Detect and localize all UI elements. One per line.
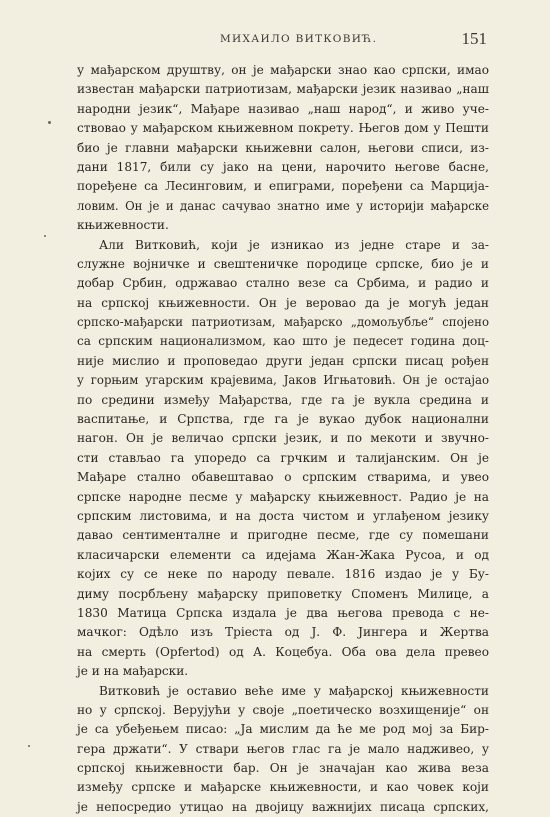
text-line: но у српској. Верујући у своје „поетическо возхищеније“ он bbox=[77, 702, 489, 717]
running-title: МИХАИЛО ВИТКОВИЋ. bbox=[220, 33, 378, 45]
text-line: књижевности. bbox=[77, 218, 169, 233]
text-line: мачког: Одѣло изъ Тріеста од Ј. Ф. Јингера и Жертва bbox=[77, 625, 489, 640]
page-number: 151 bbox=[461, 29, 487, 48]
text-line: у мађарском друштву, он је мађарски знао као српски, имао bbox=[77, 63, 489, 77]
text-line: служне војничке и свештеничке породице српске, био је и bbox=[77, 256, 489, 271]
text-line: диму посрбљену мађарску приповетку Споменъ Милице, а bbox=[77, 586, 489, 601]
text-line: 1830 Матица Српска издала је два његова превода с не- bbox=[77, 605, 489, 620]
text-line: српској књижевности бар. Он је значајан као жива веза bbox=[77, 761, 489, 776]
text-line: народни језик“, Мађаре називао „наш народ“, и живо уче- bbox=[77, 101, 489, 116]
text-line: Витковић је оставио веће име у мађарској књижевности bbox=[99, 683, 489, 698]
text-line: је и на мађарски. bbox=[77, 664, 189, 679]
text-line: давао сентименталне и пригодне песме, где су помешани bbox=[77, 528, 489, 543]
text-line: у горњим угарским крајевима, Јаков Игњатовић. Он је остајао bbox=[77, 373, 489, 388]
page-header bbox=[0, 28, 550, 52]
text-line: српско-мађарски патриотизам, мађарско „домољубље“ спојено bbox=[77, 315, 489, 330]
text-line: је са убеђењем писао: „Ја мислим да ће ме род мој за Бир- bbox=[77, 722, 489, 737]
text-line: са српским национализмом, као што је педесет година доц- bbox=[77, 334, 489, 349]
text-line: је непосредио утицао на двојицу важнијих писаца српских, bbox=[77, 799, 489, 814]
text-line: гера држати“. У ствари његов глас га је мало надживео, у bbox=[77, 741, 489, 756]
text-line: поређене са Лесинговим, и епиграми, поређени са Марција- bbox=[77, 179, 489, 194]
text-line: био је главни мађарски књижевни салон, његови списи, из- bbox=[77, 140, 489, 155]
text-line: на смерть (Opfertod) од А. Коцебуа. Оба ова дела превео bbox=[77, 644, 489, 659]
text-line: на српској књижевности. Он је веровао да је могућ један bbox=[77, 295, 489, 310]
text-line: српске народне песме у мађарску књижевност. Радио је на bbox=[77, 489, 489, 504]
paper-speck bbox=[44, 235, 46, 237]
text-line: васпитање, и Српства, где га је вукао дубок национални bbox=[77, 412, 489, 427]
text-line: ловим. Он је и данас сачувао знатно име у историји мађарске bbox=[77, 198, 489, 213]
text-line: није мислио и проповедао други један српски писац рођен bbox=[77, 353, 489, 368]
text-line: класичарски елементи са идејама Жан-Жака Русоа, и од bbox=[77, 547, 489, 562]
text-line: ствовао у мађарском књижевном покрету. Његов дом у Пешти bbox=[77, 121, 489, 136]
text-line: сти стављао га упоредо са грчким и талијанским. Он је bbox=[77, 450, 489, 465]
text-line: Али Витковић, који је изникао из једне старе и за- bbox=[99, 237, 489, 252]
text-line: којих су се неке по народу певале. 1816 издао је у Бу- bbox=[77, 567, 489, 582]
text-line: нагон. Он је величао српски језик, и по мекоти и звучно- bbox=[77, 431, 489, 446]
text-line: српским листовима, и на доста чистом и углађеном језику bbox=[77, 508, 489, 523]
paper-speck bbox=[28, 745, 30, 747]
text-line: по средини између Мађарства, где га је вукла средина и bbox=[77, 392, 489, 407]
text-line: дани 1817, били су јако на цени, нарочито његове басне, bbox=[77, 159, 489, 174]
text-line: известан мађарски патриотизам, мађарски језик називао „наш bbox=[77, 82, 489, 97]
text-line: добар Србин, одржавао стално везе са Србима, и радио и bbox=[77, 276, 489, 291]
text-line: између српске и мађарске књижевности, и као човек који bbox=[77, 780, 489, 795]
text-line: Мађаре стално обавештавао о српским стварима, и увео bbox=[77, 470, 489, 485]
body-text bbox=[77, 61, 489, 817]
paper-speck bbox=[48, 121, 51, 124]
